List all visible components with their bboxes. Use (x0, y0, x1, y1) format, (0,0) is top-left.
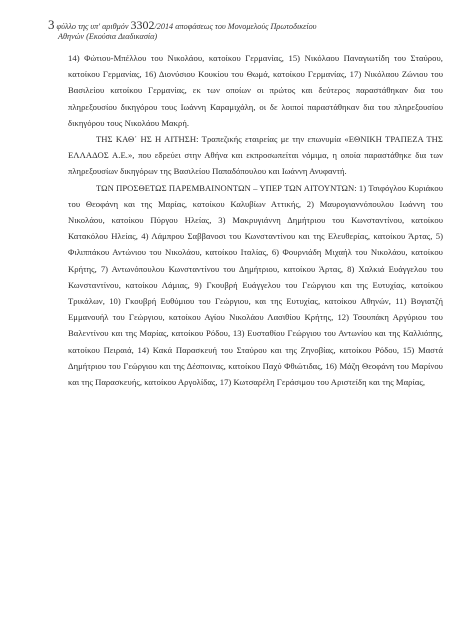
decision-number: 3302 (130, 18, 155, 32)
page-header (48, 17, 443, 42)
paragraph-petitioners-continued: 14) Φώτιου-Μπέλλου του Νικολάου, κατοίκου Γερμανίας, 15) Νικόλαου Παναγιωτίδη του Σταύρου, κατοίκου Γερμανίας, 16) Διονύσιου Κουκίου του Θωμά, κατοίκου Γερμανίας, 17) Νικόλαου Ζώνιου του Βασιλείου κατοίκου Γερμανίας, εκ των οποίων οι πρώτος και δεύτερος παραστάθηκαν δια του πληρεξουσίου δικηγόρου τους Ιωάννη Καραμιχάλη, οι δε λοιποί παραστάθηκαν δια του πληρεξουσίου δικηγόρου τους Νικολάου Μακρή. (68, 53, 443, 128)
header-text-a: φύλλο της υπ' αριθμόν (56, 22, 129, 31)
paragraph-respondent: ΤΗΣ ΚΑΘ΄ ΗΣ Η ΑΙΤΗΣΗ: Τραπεζικής εταιρείας με την επωνυμία «ΕΘΝΙΚΗ ΤΡΑΠΕΖΑ ΤΗΣ ΕΛΛΑΔΟΣ Α.Ε.», που εδρεύει στην Αθήνα και εκπροσωπείται νόμιμα, η οποία παραστάθηκε δια των πληρεξουσίων δικηγόρων της Βασιλείου Παπαδόπουλου και Ιωάννη Ανυφαντή. (68, 134, 443, 177)
sheet-ordinal: 3 (48, 17, 55, 32)
paragraph-intervenors: ΤΩΝ ΠΡΟΣΘΕΤΩΣ ΠΑΡΕΜΒΑΙΝΟΝΤΩΝ – ΥΠΕΡ ΤΩΝ ΑΙΤΟΥΝΤΩΝ: 1) Τσιφόγλου Κυριάκου του Θεοφάνη και της Μαρίας, κατοίκου Καλυβίων Αττικής, 2) Μαυρογιαννόπουλου Ιωάννη του Νικολάου, κατοίκου Πύργου Ηλείας, 3) Μακρυγιάννη Δημήτριου του Κωνσταντίνου, κατοίκου Κατακόλου Ηλείας, 4) Λάμπρου Σαββανοσι του Κωνσταντίνου και της Ελευθερίας, κατοίκου Άρτας, 5) Φιλιππάκου Αντώνιου του Νικολάου, κατοίκου Ιταλίας, 6) Φουρνιάδη Μιχαήλ του Νικολάου, κατοίκου Κρήτης, 7) Αντωνόπουλου Κωνσταντίνου του Δημήτριου, κατοίκου Άρτας, 8) Χαλκιά Ευάγγελου του Κωνσταντίνου, κατοίκου Λάμιας, 9) Γκουβρή Ευάγγελου του Γεώργιου και της Ευτυχίας, κατοίκου Τρικάλων, 10) Γκουβρή Ευθύμιου του Γεώργιου, και της Ευτυχίας, κατοίκου Αθηνών, 11) Βογιατζή Εμμανουήλ του Γεώργιου, κατοίκου Αγίου Νικολάου Λασιθίου Κρήτης, 12) Τσουπάκη Αργύριου του Βαλεντίνου και της Μαρίας, κατοίκου Ρόδου, 13) Ευσταθίου Γεώργιου του Αντωνίου και της Καλλιόπης, κατοίκου Πειραιά, 14) Κακά Παρασκευή του Σταύρου και της Ζηνοβίας, κατοίκου Ρόδου, 15) Μαστά Δημήτριου του Γεώργιου και της Δέσποινας, κατοίκου Παχύ Φθιώτιδας, 16) Μάζη Θεοφάνη του Μαρίνου και της Παρασκευής, κατοίκου Αργολίδας, 17) Κωτσαρέλη Γεράσιμου του Αριστείδη και της Μαρίας, (68, 182, 443, 388)
header-line-2: Αθηνών (Εκούσια Διαδικασία) (58, 32, 158, 41)
header-text-b: /2014 αποφάσεως του Μονομελούς Πρωτοδικείου (154, 22, 317, 31)
header-line-1 (48, 17, 443, 32)
